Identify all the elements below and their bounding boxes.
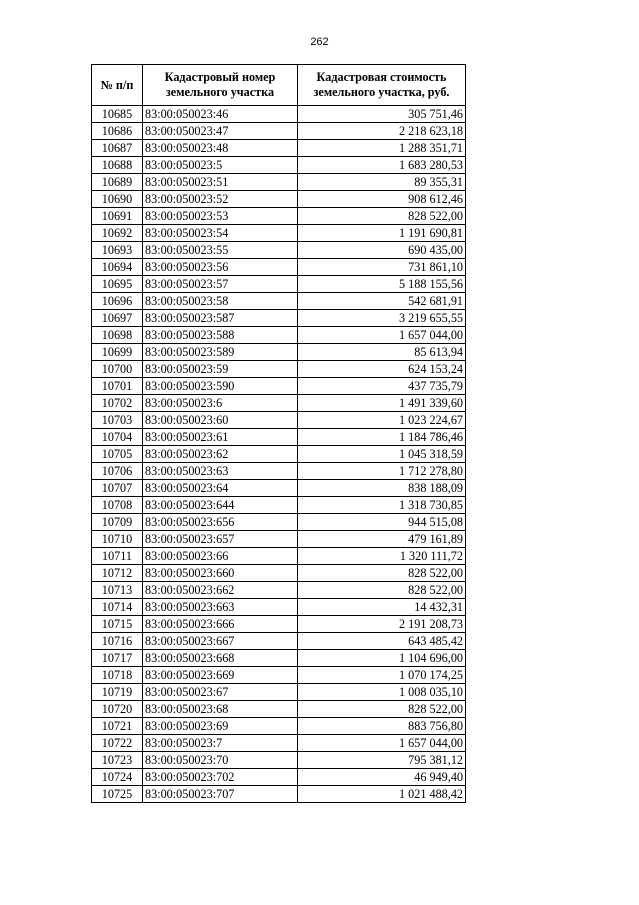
table-row — [92, 650, 466, 667]
row-number-cell: 10720 — [92, 701, 143, 718]
table-row — [92, 446, 466, 463]
table-row — [92, 667, 466, 684]
table-row — [92, 157, 466, 174]
cadastral-number-cell: 83:00:050023:662 — [143, 582, 298, 599]
cadastral-value-cell: 908 612,46 — [298, 191, 466, 208]
cadastral-number-cell: 83:00:050023:52 — [143, 191, 298, 208]
table-row — [92, 582, 466, 599]
cadastral-value-cell: 542 681,91 — [298, 293, 466, 310]
row-number-cell: 10717 — [92, 650, 143, 667]
row-number-cell: 10699 — [92, 344, 143, 361]
cadastral-number-cell: 83:00:050023:57 — [143, 276, 298, 293]
row-number-cell: 10707 — [92, 480, 143, 497]
row-number-cell: 10718 — [92, 667, 143, 684]
cadastral-value-cell: 624 153,24 — [298, 361, 466, 378]
cadastral-number-cell: 83:00:050023:46 — [143, 106, 298, 123]
cadastral-number-cell: 83:00:050023:644 — [143, 497, 298, 514]
cadastral-number-cell: 83:00:050023:667 — [143, 633, 298, 650]
cadastral-number-cell: 83:00:050023:55 — [143, 242, 298, 259]
table-row — [92, 361, 466, 378]
row-number-cell: 10714 — [92, 599, 143, 616]
table-row — [92, 463, 466, 480]
cadastral-value-cell: 828 522,00 — [298, 208, 466, 225]
cadastral-number-cell: 83:00:050023:54 — [143, 225, 298, 242]
cadastral-value-cell: 89 355,31 — [298, 174, 466, 191]
cadastral-value-cell: 690 435,00 — [298, 242, 466, 259]
cadastral-number-cell: 83:00:050023:69 — [143, 718, 298, 735]
cadastral-value-cell: 1 104 696,00 — [298, 650, 466, 667]
cadastral-value-cell: 1 657 044,00 — [298, 735, 466, 752]
cadastral-number-cell: 83:00:050023:663 — [143, 599, 298, 616]
table-row — [92, 208, 466, 225]
table-row — [92, 310, 466, 327]
row-number-cell: 10692 — [92, 225, 143, 242]
cadastral-number-cell: 83:00:050023:7 — [143, 735, 298, 752]
table-row — [92, 769, 466, 786]
table-row — [92, 752, 466, 769]
cadastral-number-cell: 83:00:050023:56 — [143, 259, 298, 276]
table-row — [92, 378, 466, 395]
table-row — [92, 701, 466, 718]
table-row — [92, 242, 466, 259]
table-row — [92, 684, 466, 701]
table-row — [92, 276, 466, 293]
row-number-cell: 10709 — [92, 514, 143, 531]
row-number-cell: 10711 — [92, 548, 143, 565]
table-row — [92, 599, 466, 616]
row-number-cell: 10705 — [92, 446, 143, 463]
cadastral-number-cell: 83:00:050023:590 — [143, 378, 298, 395]
cadastral-value-cell: 46 949,40 — [298, 769, 466, 786]
row-number-cell: 10703 — [92, 412, 143, 429]
row-number-cell: 10690 — [92, 191, 143, 208]
row-number-cell: 10713 — [92, 582, 143, 599]
table-row — [92, 106, 466, 123]
cadastral-value-cell: 1 491 339,60 — [298, 395, 466, 412]
cadastral-number-cell: 83:00:050023:589 — [143, 344, 298, 361]
row-number-cell: 10716 — [92, 633, 143, 650]
cadastral-value-cell: 1 683 280,53 — [298, 157, 466, 174]
row-number-cell: 10724 — [92, 769, 143, 786]
row-number-cell: 10693 — [92, 242, 143, 259]
table-row — [92, 344, 466, 361]
cadastral-number-cell: 83:00:050023:588 — [143, 327, 298, 344]
table-row — [92, 140, 466, 157]
cadastral-number-cell: 83:00:050023:48 — [143, 140, 298, 157]
cadastral-value-cell: 828 522,00 — [298, 565, 466, 582]
cadastral-number-cell: 83:00:050023:53 — [143, 208, 298, 225]
table-row — [92, 123, 466, 140]
table-row — [92, 786, 466, 803]
cadastral-number-cell: 83:00:050023:707 — [143, 786, 298, 803]
cadastral-value-cell: 1 191 690,81 — [298, 225, 466, 242]
table-row — [92, 548, 466, 565]
cadastral-number-cell: 83:00:050023:61 — [143, 429, 298, 446]
cadastral-value-cell: 1 288 351,71 — [298, 140, 466, 157]
table-row — [92, 225, 466, 242]
cadastral-value-cell: 1 008 035,10 — [298, 684, 466, 701]
cadastral-number-cell: 83:00:050023:6 — [143, 395, 298, 412]
row-number-cell: 10689 — [92, 174, 143, 191]
cadastral-value-cell: 828 522,00 — [298, 701, 466, 718]
row-number-cell: 10725 — [92, 786, 143, 803]
cadastral-number-cell: 83:00:050023:657 — [143, 531, 298, 548]
cadastral-value-cell: 944 515,08 — [298, 514, 466, 531]
cadastral-value-cell: 643 485,42 — [298, 633, 466, 650]
cadastral-value-cell: 828 522,00 — [298, 582, 466, 599]
row-number-cell: 10701 — [92, 378, 143, 395]
cadastral-value-cell: 1 184 786,46 — [298, 429, 466, 446]
cadastral-number-cell: 83:00:050023:5 — [143, 157, 298, 174]
row-number-cell: 10702 — [92, 395, 143, 412]
cadastral-number-cell: 83:00:050023:66 — [143, 548, 298, 565]
table-row — [92, 718, 466, 735]
page-number: 262 — [310, 36, 329, 48]
table-row — [92, 293, 466, 310]
cadastral-value-cell: 479 161,89 — [298, 531, 466, 548]
row-number-cell: 10723 — [92, 752, 143, 769]
cadastral-value-cell: 1 070 174,25 — [298, 667, 466, 684]
cadastral-number-cell: 83:00:050023:62 — [143, 446, 298, 463]
table-row — [92, 174, 466, 191]
table-row — [92, 327, 466, 344]
table-row — [92, 429, 466, 446]
cadastral-value-cell: 883 756,80 — [298, 718, 466, 735]
table-row — [92, 735, 466, 752]
row-number-cell: 10698 — [92, 327, 143, 344]
cadastral-number-cell: 83:00:050023:660 — [143, 565, 298, 582]
table-row — [92, 565, 466, 582]
cadastral-value-cell: 5 188 155,56 — [298, 276, 466, 293]
cadastral-number-cell: 83:00:050023:702 — [143, 769, 298, 786]
row-number-cell: 10694 — [92, 259, 143, 276]
cadastral-value-cell: 795 381,12 — [298, 752, 466, 769]
cadastral-number-cell: 83:00:050023:67 — [143, 684, 298, 701]
column-header-cadastral-number: Кадастровый номер земельного участка — [143, 65, 298, 106]
row-number-cell: 10691 — [92, 208, 143, 225]
cadastral-value-cell: 437 735,79 — [298, 378, 466, 395]
table-row — [92, 514, 466, 531]
table-row — [92, 395, 466, 412]
table-row — [92, 412, 466, 429]
cadastral-value-table — [91, 64, 466, 803]
cadastral-number-cell: 83:00:050023:70 — [143, 752, 298, 769]
cadastral-value-cell: 1 318 730,85 — [298, 497, 466, 514]
cadastral-value-cell: 14 432,31 — [298, 599, 466, 616]
cadastral-number-cell: 83:00:050023:64 — [143, 480, 298, 497]
cadastral-value-cell: 1 657 044,00 — [298, 327, 466, 344]
cadastral-number-cell: 83:00:050023:656 — [143, 514, 298, 531]
cadastral-number-cell: 83:00:050023:60 — [143, 412, 298, 429]
table-row — [92, 497, 466, 514]
row-number-cell: 10712 — [92, 565, 143, 582]
cadastral-value-cell: 305 751,46 — [298, 106, 466, 123]
row-number-cell: 10695 — [92, 276, 143, 293]
row-number-cell: 10688 — [92, 157, 143, 174]
cadastral-value-cell: 1 712 278,80 — [298, 463, 466, 480]
row-number-cell: 10700 — [92, 361, 143, 378]
cadastral-number-cell: 83:00:050023:59 — [143, 361, 298, 378]
column-header-number: № п/п — [92, 65, 143, 106]
table-header-row — [92, 65, 466, 106]
table-body — [92, 106, 466, 803]
table-row — [92, 616, 466, 633]
row-number-cell: 10696 — [92, 293, 143, 310]
row-number-cell: 10706 — [92, 463, 143, 480]
row-number-cell: 10704 — [92, 429, 143, 446]
row-number-cell: 10697 — [92, 310, 143, 327]
cadastral-number-cell: 83:00:050023:68 — [143, 701, 298, 718]
table-row — [92, 531, 466, 548]
cadastral-value-cell: 1 021 488,42 — [298, 786, 466, 803]
cadastral-value-cell: 731 861,10 — [298, 259, 466, 276]
cadastral-number-cell: 83:00:050023:47 — [143, 123, 298, 140]
row-number-cell: 10708 — [92, 497, 143, 514]
column-header-cadastral-value: Кадастровая стоимость земельного участка, руб. — [298, 65, 466, 106]
table-row — [92, 259, 466, 276]
cadastral-value-cell: 1 045 318,59 — [298, 446, 466, 463]
table-row — [92, 633, 466, 650]
cadastral-number-cell: 83:00:050023:63 — [143, 463, 298, 480]
cadastral-number-cell: 83:00:050023:669 — [143, 667, 298, 684]
cadastral-value-cell: 2 218 623,18 — [298, 123, 466, 140]
cadastral-value-cell: 1 023 224,67 — [298, 412, 466, 429]
table-row — [92, 191, 466, 208]
row-number-cell: 10687 — [92, 140, 143, 157]
cadastral-number-cell: 83:00:050023:58 — [143, 293, 298, 310]
table-row — [92, 480, 466, 497]
row-number-cell: 10710 — [92, 531, 143, 548]
cadastral-number-cell: 83:00:050023:668 — [143, 650, 298, 667]
row-number-cell: 10719 — [92, 684, 143, 701]
cadastral-value-cell: 2 191 208,73 — [298, 616, 466, 633]
cadastral-value-cell: 85 613,94 — [298, 344, 466, 361]
cadastral-number-cell: 83:00:050023:51 — [143, 174, 298, 191]
row-number-cell: 10715 — [92, 616, 143, 633]
cadastral-value-cell: 3 219 655,55 — [298, 310, 466, 327]
cadastral-value-cell: 838 188,09 — [298, 480, 466, 497]
row-number-cell: 10721 — [92, 718, 143, 735]
row-number-cell: 10685 — [92, 106, 143, 123]
row-number-cell: 10722 — [92, 735, 143, 752]
cadastral-number-cell: 83:00:050023:587 — [143, 310, 298, 327]
row-number-cell: 10686 — [92, 123, 143, 140]
cadastral-number-cell: 83:00:050023:666 — [143, 616, 298, 633]
cadastral-value-cell: 1 320 111,72 — [298, 548, 466, 565]
